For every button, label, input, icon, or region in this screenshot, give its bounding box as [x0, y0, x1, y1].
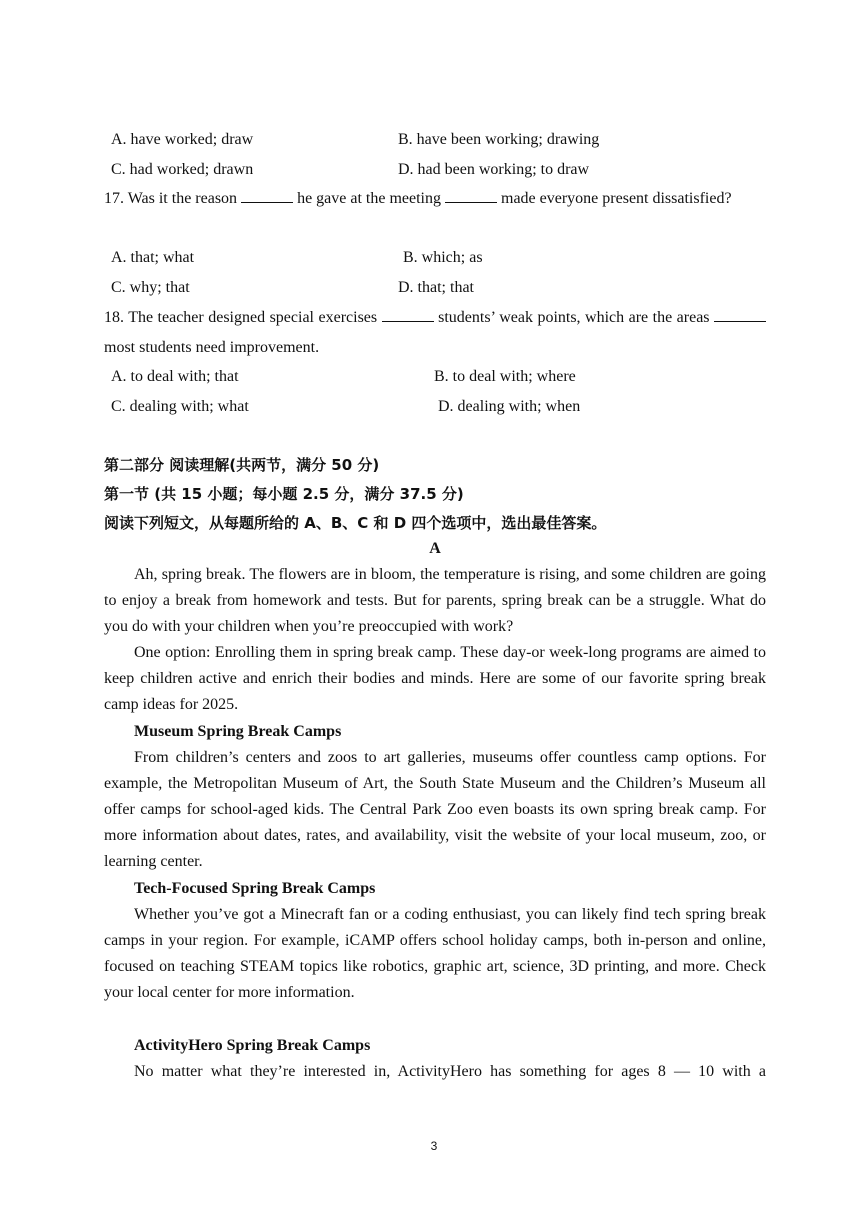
museum-camps-paragraph: From children’s centers and zoos to art galleries, museums offer countless camp options. For example, the Metropolitan Museum of Art, the South State Museum and the Children’s Museum all offer camps for school-aged kids. The Central Park Zoo even boasts its own spring break camp. For more information about dates, rates, and availability, visit the website of your local museum, zoo, or learning center. — [104, 749, 766, 870]
q17-option-c: C. why; that — [111, 279, 190, 296]
tech-camps-heading: Tech-Focused Spring Break Camps — [134, 880, 376, 897]
q17-option-d: D. that; that — [398, 279, 474, 296]
reading-instructions: 阅读下列短文，从每题所给的 A、B、C 和 D 四个选项中，选出最佳答案。 — [104, 514, 607, 532]
activityhero-camps-paragraph: No matter what they’re interested in, ActivityHero has something for ages 8 — 10 with a — [134, 1063, 766, 1080]
q18-option-b: B. to deal with; where — [434, 368, 576, 385]
passage-intro-paragraph-2: One option: Enrolling them in spring break camp. These day-or week-long programs are aimed to keep children active and enrich their bodies and minds. Here are some of our favorite spring break camp ideas for 2025. — [104, 644, 766, 713]
q18-blank-2 — [714, 305, 766, 322]
museum-camps-heading: Museum Spring Break Camps — [134, 723, 342, 740]
q18-text-part-3: most students need improvement. — [104, 338, 320, 356]
tech-camps-paragraph: Whether you’ve got a Minecraft fan or a coding enthusiast, you can likely find tech spring break camps in your region. For example, iCAMP offers school holiday camps, both in-person and online, focused on teaching STEAM topics like robotics, graphic art, science, 3D printing, and more. Check your local center for more information. — [104, 906, 766, 1001]
q16-option-b: B. have been working; drawing — [398, 131, 600, 148]
q18-blank-1 — [382, 305, 434, 322]
q16-option-a: A. have worked; draw — [111, 131, 254, 148]
passage-label: A — [429, 540, 441, 557]
q18-option-a: A. to deal with; that — [111, 368, 239, 385]
q17-blank-2 — [445, 186, 497, 203]
q18-text-part-1: 18. The teacher designed special exercises — [104, 309, 378, 326]
q18-option-c: C. dealing with; what — [111, 398, 249, 415]
passage-intro-paragraph-1: Ah, spring break. The flowers are in bloom, the temperature is rising, and some children are going to enjoy a break from homework and tests. But for parents, spring break can be a struggle. What do you do with your children when you’re preoccupied with work? — [104, 566, 766, 635]
q18-option-d: D. dealing with; when — [438, 398, 581, 415]
q17-blank-1 — [241, 186, 293, 203]
q17-option-b: B. which; as — [403, 249, 483, 266]
q17-option-a: A. that; what — [111, 249, 195, 266]
question-18 — [104, 303, 766, 362]
page-number: 3 — [430, 1139, 438, 1153]
q16-option-d: D. had been working; to draw — [398, 161, 590, 178]
activityhero-camps-heading: ActivityHero Spring Break Camps — [134, 1037, 371, 1054]
q17-text-part-1: 17. Was it the reason — [104, 190, 238, 207]
part-two-title: 第二部分 阅读理解(共两节，满分 50 分) — [104, 456, 380, 474]
section-one-title: 第一节 (共 15 小题；每小题 2.5 分，满分 37.5 分) — [104, 485, 464, 503]
q16-option-c: C. had worked; drawn — [111, 161, 254, 178]
q17-text-part-2: he gave at the meeting — [297, 190, 441, 207]
q17-text-part-3: made everyone present dissatisfied? — [501, 190, 732, 207]
q18-text-part-2: students’ weak points, which are the areas — [438, 309, 710, 326]
question-17 — [104, 184, 766, 214]
